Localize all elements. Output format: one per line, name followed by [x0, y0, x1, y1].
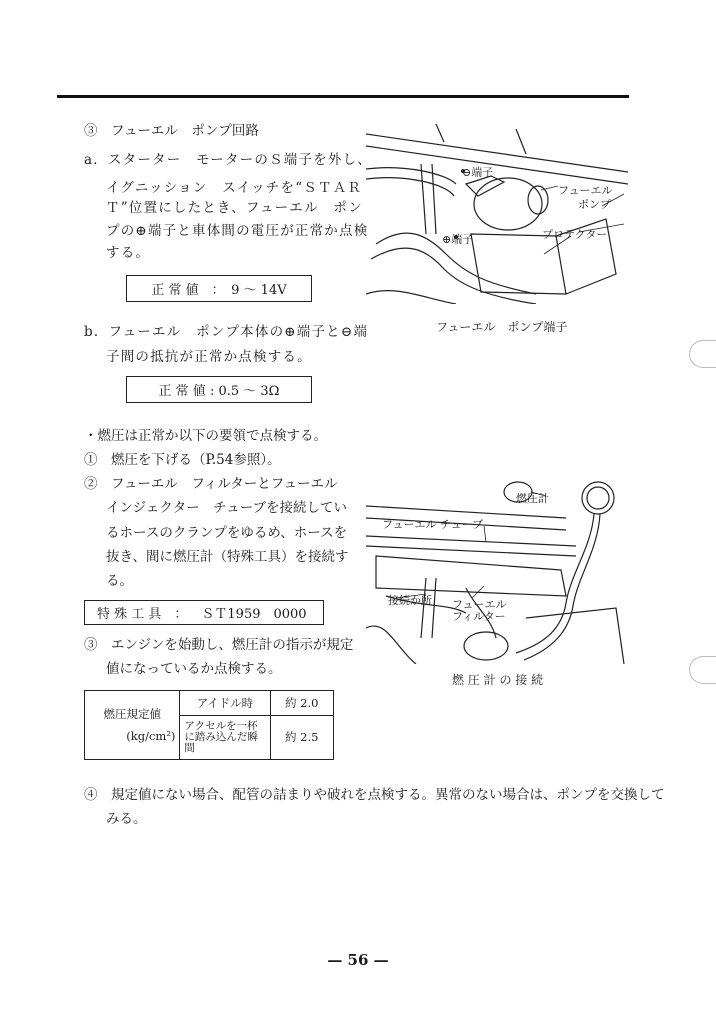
- condition-full-throttle: アクセルを一杯に踏み込んだ瞬間: [180, 715, 270, 759]
- protector-label: プロテクター: [542, 228, 608, 241]
- page-number: — 56 —: [327, 951, 389, 969]
- item-a-line-1: a．スターター モーターのＳ端子を外し、: [84, 152, 373, 168]
- step-2-line-1: ② フューエル フィルターとフューエル: [84, 476, 338, 492]
- step-2-line-4: 抜き、間に燃圧計（特殊工具）を接続す: [106, 549, 349, 565]
- fuel-tube-label: フューエル チューブ: [382, 518, 484, 531]
- item-b-line-1: b．フューエル ポンプ本体の⊕端子と⊖端: [84, 324, 369, 340]
- fuel-pump-label-1: フューエル: [558, 184, 613, 197]
- step-4-line-2: みる。: [106, 811, 147, 827]
- gauge-label: 燃圧計: [516, 492, 549, 505]
- fuel-pump-label-2: ポンプ: [578, 198, 611, 211]
- connection-label: 接続か所: [388, 594, 432, 607]
- step-2-line-3: るホースのクランプをゆるめ、ホースを: [106, 525, 348, 541]
- special-tool-value: ＳＴ1959 0000: [201, 607, 307, 622]
- special-tool-label: 特 殊 工 具 ：: [97, 607, 188, 622]
- step-2-line-2: インジェクター チューブを接続してい: [106, 500, 348, 516]
- normal-value-resistance: 正 常 値 : 0.5 ～ 3Ω: [158, 384, 280, 399]
- item-a-line-5: する。: [106, 245, 151, 261]
- pressure-gauge-figure: [366, 478, 628, 664]
- section-title: ③ フューエル ポンプ回路: [84, 123, 259, 139]
- step-1: ① 燃圧を下げる（P.54参照）。: [84, 452, 281, 468]
- item-a-line-3: Ｔ”位置にしたとき、フューエル ポン: [106, 200, 363, 216]
- step-3-line-1: ③ エンジンを始動し、燃圧計の指示が規定: [84, 637, 354, 653]
- value-idle: 約 2.0: [270, 691, 334, 716]
- fuel-pump-terminal-figure: [366, 124, 628, 304]
- pressure-label: 燃圧規定値: [103, 707, 161, 721]
- step-4-line-1: ④ 規定値にない場合、配管の詰まりや破れを点検する。異常のない場合は、ポンプを交換して: [84, 787, 665, 803]
- item-a-line-2: イグニッション スイッチを“ＳＴＡＲ: [106, 180, 363, 196]
- pressure-gauge-illustration: [366, 478, 628, 664]
- fuel-pump-illustration: [366, 124, 628, 304]
- step-3-line-2: 値になっているか点検する。: [106, 661, 282, 677]
- item-a-line-4: プの⊕端子と車体間の電圧が正常か点検: [106, 223, 369, 239]
- fuel-filter-label-2: フィルター: [452, 610, 506, 623]
- normal-value-voltage-box: [126, 275, 312, 302]
- pressure-label-cell: [85, 691, 180, 760]
- binder-hole-bottom: [689, 656, 716, 684]
- condition-idle: アイドル時: [180, 691, 270, 716]
- value-full-throttle: 約 2.5: [270, 715, 334, 759]
- fuel-pressure-table: [84, 690, 334, 760]
- item-b-line-2: 子間の抵抗が正常か点検する。: [106, 349, 312, 365]
- special-tool-box: [84, 600, 324, 625]
- normal-value-resistance-box: [126, 376, 312, 403]
- pressure-unit: (kg/cm²): [126, 729, 176, 743]
- neg-terminal-label: ⊖端子: [462, 166, 494, 179]
- normal-value-voltage: 正 常 値 ： 9 ～ 14V: [151, 283, 287, 298]
- step-2-line-5: る。: [106, 573, 133, 589]
- header-rule: [57, 95, 629, 98]
- fuel-filter-label-1: フューエル: [452, 598, 507, 611]
- figure1-caption: フューエル ポンプ端子: [436, 320, 568, 334]
- figure2-caption: 燃 圧 計 の 接 続: [452, 673, 544, 687]
- fuel-pressure-intro: ・燃圧は正常か以下の要領で点検する。: [84, 428, 327, 444]
- pos-terminal-label: ⊕端子: [442, 233, 474, 246]
- binder-hole-top: [689, 340, 716, 368]
